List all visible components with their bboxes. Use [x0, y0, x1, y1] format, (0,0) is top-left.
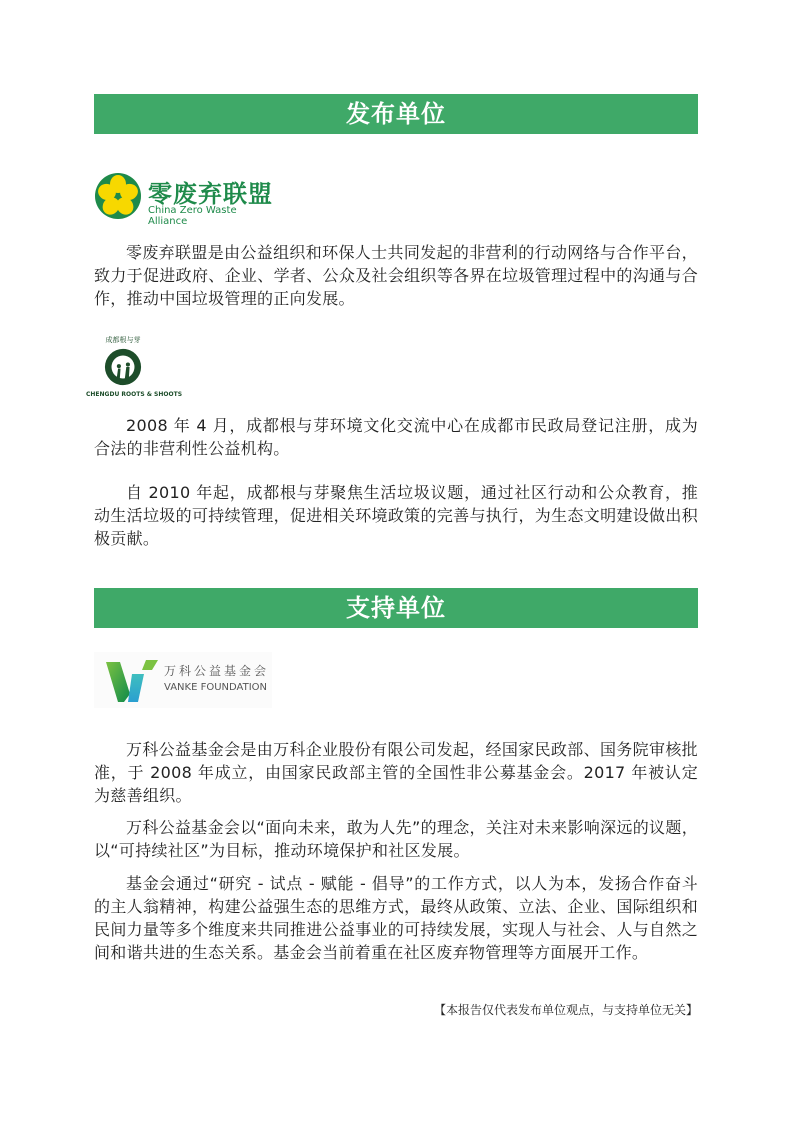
section-heading-supporter: 支持单位 [94, 588, 698, 628]
vanke-description-3: 基金会通过“研究 - 试点 - 赋能 - 倡导”的工作方式，以人为本，发扬合作奋斗的主人翁精神，构建公益强生态的思维方式，最终从政策、立法、企业、国际组织和民间力量等多个维度来共同推进公益事业的可持续发展，实现人与社会、人与自然之间和谐共进的生态关系。基金会当前着重在社区废弃物管理等方面展开工作。 [94, 874, 698, 962]
vanke-v-icon [102, 654, 162, 706]
section-heading-publisher: 发布单位 [94, 94, 698, 134]
roots-shoots-emblem-icon [100, 344, 146, 390]
roots-logo-en: CHENGDU ROOTS & SHOOTS [86, 391, 183, 398]
vanke-logo-cn: 万科公益基金会 [164, 664, 270, 678]
disclaimer-note: 【本报告仅代表发布单位观点，与支持单位无关】 [433, 1003, 698, 1017]
roots-shoots-logo [86, 336, 183, 402]
roots-description-1: 2008 年 4 月，成都根与芽环境文化交流中心在成都市民政局登记注册，成为合法的非营利性公益机构。 [94, 416, 698, 458]
czwa-flower-icon [94, 172, 142, 220]
czwa-logo-cn: 零废弃联盟 [148, 180, 273, 208]
czwa-description: 零废弃联盟是由公益组织和环保人士共同发起的非营利的行动网络与合作平台，致力于促进政府、企业、学者、公众及社会组织等各界在垃圾管理过程中的沟通与合作，推动中国垃圾管理的正向发展。 [94, 243, 698, 308]
czwa-logo-en: China Zero Waste Alliance [148, 205, 237, 227]
vanke-logo [94, 652, 272, 708]
vanke-description-2: 万科公益基金会以“面向未来，敢为人先”的理念，关注对未来影响深远的议题，以“可持续社区”为目标，推动环境保护和社区发展。 [94, 818, 698, 860]
czwa-logo [94, 172, 274, 227]
roots-description-2: 自 2010 年起，成都根与芽聚焦生活垃圾议题，通过社区行动和公众教育，推动生活垃圾的可持续管理，促进相关环境政策的完善与执行，为生态文明建设做出积极贡献。 [94, 483, 698, 548]
vanke-description-1: 万科公益基金会是由万科企业股份有限公司发起，经国家民政部、国务院审核批准，于 2008 年成立，由国家民政部主管的全国性非公募基金会。2017 年被认定为慈善组织。 [94, 740, 698, 805]
roots-logo-cn: 成都根与芽 [105, 336, 141, 344]
vanke-logo-en: VANKE FOUNDATION [164, 682, 267, 693]
